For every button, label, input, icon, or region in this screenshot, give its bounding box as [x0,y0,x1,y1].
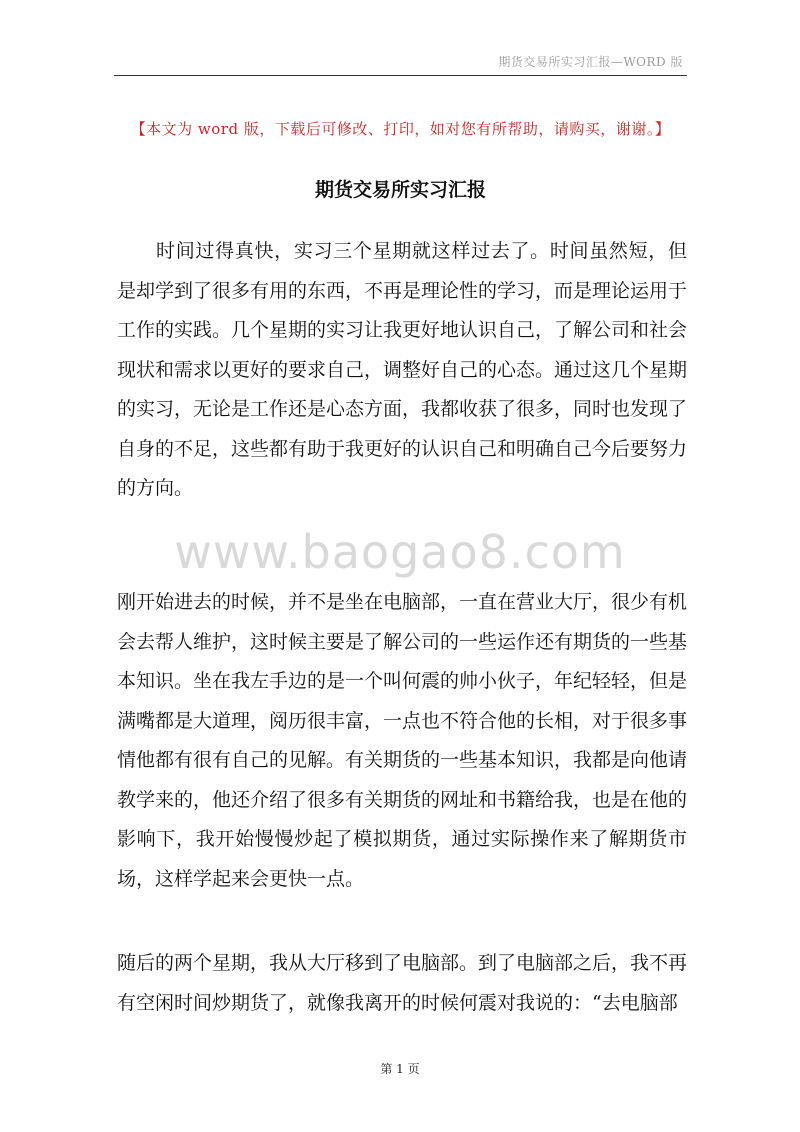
running-header: 期货交易所实习汇报—WORD 版 [498,55,683,69]
body-paragraph-2: 刚开始进去的时候，并不是坐在电脑部，一直在营业大厅，很少有机会去帮人维护，这时候主要是了解公司的一些运作还有期货的一些基本知识。坐在我左手边的是一个叫何震的帅小伙子，年纪轻轻，但是满嘴都是大道理，阅历很丰富，一点也不符合他的长相，对于很多事情他都有很有自己的见解。有关期货的一些基本知识，我都是向他请教学来的，他还介绍了很多有关期货的网址和书籍给我，也是在他的影响下，我开始慢慢炒起了模拟期货，通过实际操作来了解期货市场，这样学起来会更快一点。 [117,591,688,890]
page-number: 第 1 页 [380,1062,420,1076]
purchase-notice: 【本文为 word 版，下载后可修改、打印，如对您有所帮助，请购买，谢谢。】 [130,120,671,138]
header-divider [114,75,687,76]
body-paragraph-3: 随后的两个星期，我从大厅移到了电脑部。到了电脑部之后，我不再有空闲时间炒期货了，就像我离开的时候何震对我说的：“去电脑部 [117,952,688,1014]
watermark: www.baogao8.com [174,525,626,579]
document-title: 期货交易所实习汇报 [314,179,486,201]
body-paragraph-1: 时间过得真快，实习三个星期就这样过去了。时间虽然短，但是却学到了很多有用的东西，不再是理论性的学习，而是理论运用于工作的实践。几个星期的实习让我更好地认识自己，了解公司和社会现状和需求以更好的要求自己，调整好自己的心态。通过这几个星期的实习，无论是工作还是心态方面，我都收获了很多，同时也发现了自身的不足，这些都有助于我更好的认识自己和明确自己今后要努力的方向。 [117,240,688,499]
